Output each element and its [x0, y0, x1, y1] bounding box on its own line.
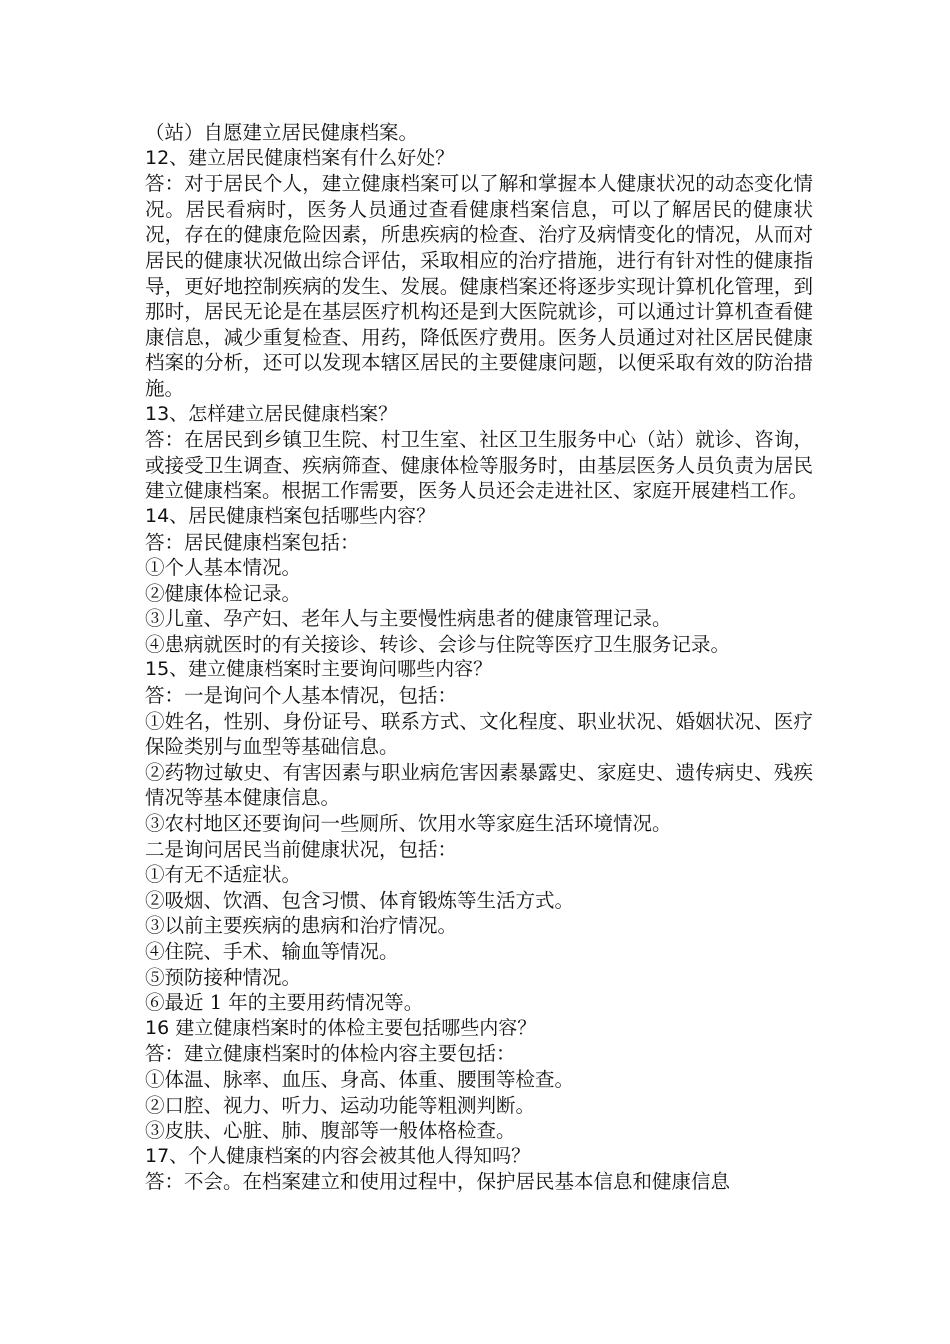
answer-list-item: ③皮肤、心脏、肺、腹部等一般体格检查。 — [145, 1119, 516, 1143]
answer-list-item: ①个人基本情况。 — [145, 556, 302, 580]
section-14 — [145, 504, 813, 658]
answer-paragraph: 答：居民健康档案包括： — [145, 530, 360, 554]
section-13 — [145, 402, 813, 504]
intro-tail-paragraph: （站）自愿建立居民健康档案。 — [145, 121, 419, 144]
answer-list-item: ④患病就医时的有关接诊、转诊、会诊与住院等医疗卫生服务记录。 — [145, 632, 731, 656]
question-heading: 17、个人健康档案的内容会被其他人得知吗？ — [145, 1144, 531, 1167]
question-heading: 15、建立健康档案时主要询问哪些内容？ — [145, 658, 493, 681]
answer-paragraph: 二是询问居民当前健康状况，包括： — [145, 837, 458, 861]
question-heading: 14、居民健康档案包括哪些内容？ — [145, 504, 436, 527]
section-15 — [145, 657, 813, 1015]
answer-paragraph: 答：不会。在档案建立和使用过程中，保护居民基本信息和健康信息 — [145, 1170, 731, 1194]
answer-list-item: ①有无不适症状。 — [145, 863, 302, 887]
answer-paragraph: 答：建立健康档案时的体检内容主要包括： — [145, 1042, 516, 1066]
answer-list-item: ②口腔、视力、听力、运动功能等粗测判断。 — [145, 1093, 536, 1117]
answer-list-item: ③儿童、孕产妇、老年人与主要慢性病患者的健康管理记录。 — [145, 607, 672, 631]
answer-list-item: ②健康体检记录。 — [145, 581, 302, 605]
answer-list-item: ⑥最近 1 年的主要用药情况等。 — [145, 991, 424, 1015]
answer-list-item: ①体温、脉率、血压、身高、体重、腰围等检查。 — [145, 1067, 575, 1091]
answer-list-item: ④住院、手术、输血等情况。 — [145, 940, 399, 963]
answer-paragraph: 答：一是询问个人基本情况，包括： — [145, 684, 458, 708]
answer-paragraph: 答：对于居民个人，建立健康档案可以了解和掌握本人健康状况的动态变化情况。居民看病时，医务人员通过查看健康档案信息，可以了解居民的健康状况，存在的健康危险因素，所患疾病的检查、治疗及病情变化的情况，从而对居民的健康状况做出综合评估，采取相应的治疗措施，进行有针对性的健康指导，更好地控制疾病的发生、发展。健康档案还将逐步实现计算机化管理，到那时，居民无论是在基层医疗机构还是到大医院就诊，可以通过计算机查看健康信息，减少重复检查、用药，降低医疗费用。医务人员通过对社区居民健康档案的分析，还可以发现本辖区居民的主要健康问题，以便采取有效的防治措施。 — [145, 172, 813, 400]
question-heading: 12、建立居民健康档案有什么好处？ — [145, 146, 455, 169]
section-17 — [145, 1144, 813, 1195]
document-page — [145, 120, 813, 1195]
answer-list-item: ③以前主要疾病的患病和治疗情况。 — [145, 914, 458, 938]
answer-list-item: ②药物过敏史、有害因素与职业病危害因素暴露史、家庭史、遗传病史、残疾情况等基本健康信息。 — [145, 760, 813, 810]
section-16 — [145, 1016, 813, 1144]
answer-list-item: ⑤预防接种情况。 — [145, 965, 302, 989]
section-12 — [145, 146, 813, 402]
answer-paragraph: 答：在居民到乡镇卫生院、村卫生室、社区卫生服务中心（站）就诊、咨询，或接受卫生调查、疾病筛查、健康体检等服务时，由基层医务人员负责为居民建立健康档案。根据工作需要，医务人员还会走进社区、家庭开展建档工作。 — [145, 428, 813, 503]
answer-list-item: ①姓名，性别、身份证号、联系方式、文化程度、职业状况、婚姻状况、医疗保险类别与血型等基础信息。 — [145, 709, 813, 759]
question-heading: 13、怎样建立居民健康档案？ — [145, 402, 398, 425]
question-heading: 16 建立健康档案时的体检主要包括哪些内容？ — [145, 1016, 537, 1039]
answer-list-item: ③农村地区还要询问一些厕所、饮用水等家庭生活环境情况。 — [145, 812, 672, 836]
answer-list-item: ②吸烟、饮酒、包含习惯、体育锻炼等生活方式。 — [145, 888, 575, 912]
